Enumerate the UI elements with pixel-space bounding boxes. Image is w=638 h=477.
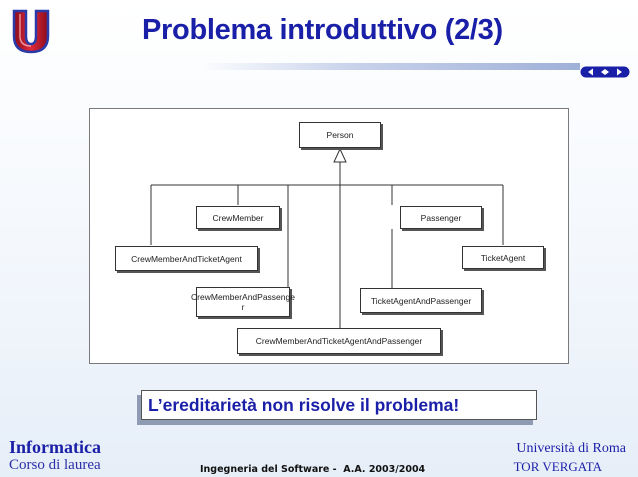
callout-box: L’ereditarietà non risolve il problema!	[141, 390, 537, 420]
uml-class-diagram	[89, 108, 569, 364]
footer-tor-vergata: TOR VERGATA	[513, 459, 602, 474]
footer-informatica: Informatica	[9, 437, 101, 457]
university-logo-icon	[10, 8, 52, 54]
footer-university: Università di Roma	[516, 441, 626, 456]
class-crew-member-and-ticket-agent: CrewMemberAndTicketAgent	[115, 246, 258, 271]
class-crew-member-and-passenger-line1: CrewMemberAndPassenge	[191, 292, 295, 302]
class-ticket-agent: TicketAgent	[462, 246, 544, 269]
class-passenger: Passenger	[400, 206, 482, 229]
title-underline	[200, 63, 580, 70]
class-crew-member: CrewMember	[196, 206, 280, 229]
class-ticket-agent-and-passenger: TicketAgentAndPassenger	[360, 288, 482, 313]
slide-nav-arrows-icon[interactable]	[580, 66, 630, 78]
class-crew-member-and-ticket-agent-and-passenger: CrewMemberAndTicketAgentAndPassenger	[237, 328, 441, 354]
class-crew-member-and-passenger-line2: r	[241, 302, 245, 312]
class-crew-member-and-passenger	[191, 287, 295, 317]
class-person: Person	[299, 122, 381, 148]
footer-corso-di-laurea: Corso di laurea	[9, 457, 101, 473]
slide-title: Problema introduttivo (2/3)	[142, 14, 503, 46]
footer-course-info: Ingegneria del Software - A.A. 2003/2004	[200, 464, 426, 475]
